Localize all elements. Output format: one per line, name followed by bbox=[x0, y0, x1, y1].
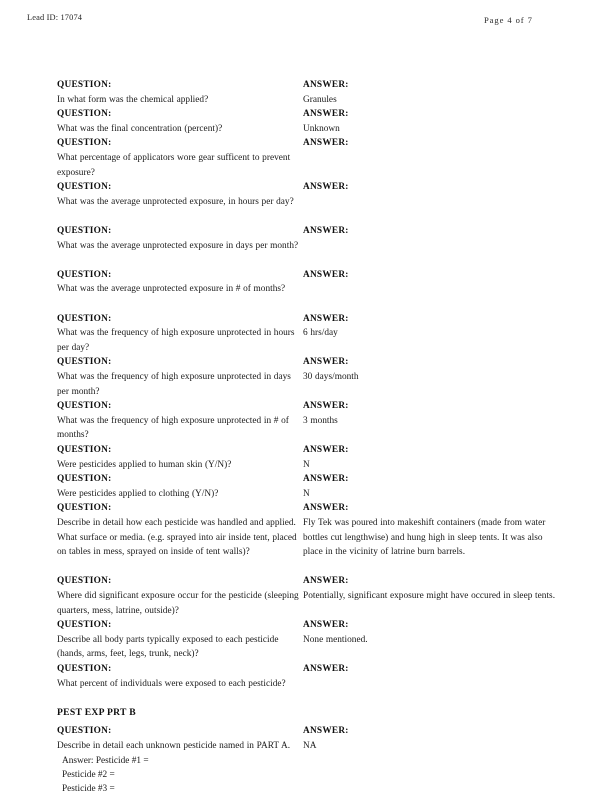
answer-label: ANSWER: bbox=[303, 269, 349, 280]
answer-column bbox=[303, 443, 557, 472]
lead-id-text: Lead ID: 17074 bbox=[27, 13, 83, 22]
pesticide-entry-line: Answer: Pesticide #1 = bbox=[62, 755, 149, 766]
answer-text: N bbox=[303, 488, 310, 499]
question-column bbox=[57, 472, 305, 501]
question-text: What was the average unprotected exposure, in hours per day? bbox=[57, 196, 294, 207]
question-label: QUESTION: bbox=[57, 620, 112, 631]
answer-label: ANSWER: bbox=[303, 503, 349, 514]
question-label: QUESTION: bbox=[57, 138, 112, 149]
question-label: QUESTION: bbox=[57, 664, 112, 674]
question-text: Where did significant exposure occur for the pesticide (sleeping quarters, mess, latrine, outside)? bbox=[57, 590, 299, 616]
question-text: In what form was the chemical applied? bbox=[57, 94, 209, 105]
answer-column bbox=[303, 136, 557, 151]
question-text: What was the frequency of high exposure unprotected in days per month? bbox=[57, 371, 291, 397]
question-text: Were pesticides applied to clothing (Y/N)? bbox=[57, 488, 219, 499]
answer-label: ANSWER: bbox=[303, 80, 349, 90]
question-column bbox=[57, 501, 305, 559]
question-column bbox=[57, 399, 305, 443]
answer-text: 6 hrs/day bbox=[303, 328, 338, 339]
question-label: QUESTION: bbox=[57, 109, 112, 120]
answer-column bbox=[303, 501, 557, 559]
answer-text: Potentially, significant exposure might have occured in sleep tents. bbox=[303, 590, 556, 601]
question-label: QUESTION: bbox=[57, 313, 112, 324]
question-label: QUESTION: bbox=[57, 726, 112, 737]
question-label: QUESTION: bbox=[57, 576, 112, 587]
question-text: Describe in detail how each pesticide was handled and applied. What surface or media. (e.g. sprayed into air inside tent, placed on tables in mess, sprayed on inside of tent walls)? bbox=[57, 517, 297, 558]
question-label: QUESTION: bbox=[57, 474, 112, 485]
question-text: What was the frequency of high exposure unprotected in # of months? bbox=[57, 415, 289, 441]
question-text: What was the average unprotected exposure in # of months? bbox=[57, 284, 286, 295]
question-label: QUESTION: bbox=[57, 357, 112, 368]
question-text: What was the final concentration (percent)? bbox=[57, 123, 223, 134]
answer-label: ANSWER: bbox=[303, 182, 349, 193]
section-heading-part-b: PEST EXP PRT B bbox=[57, 706, 136, 718]
question-text: What was the frequency of high exposure unprotected in hours per day? bbox=[57, 328, 295, 353]
question-label: QUESTION: bbox=[57, 503, 112, 514]
answer-column bbox=[303, 574, 557, 603]
question-label: QUESTION: bbox=[57, 269, 112, 280]
question-column bbox=[57, 268, 305, 297]
answer-text: None mentioned. bbox=[303, 634, 368, 645]
question-column bbox=[57, 224, 305, 253]
answer-column bbox=[303, 355, 557, 384]
answer-text: Unknown bbox=[303, 123, 340, 134]
question-label: QUESTION: bbox=[57, 401, 112, 412]
question-column bbox=[57, 180, 305, 209]
question-label: QUESTION: bbox=[57, 182, 112, 193]
question-column bbox=[57, 443, 305, 472]
question-label: QUESTION: bbox=[57, 445, 112, 455]
question-text: Were pesticides applied to human skin (Y/N)? bbox=[57, 459, 232, 470]
answer-text: NA bbox=[303, 740, 317, 751]
answer-column bbox=[303, 180, 557, 195]
question-text: Describe all body parts typically exposed to each pesticide (hands, arms, feet, legs, trunk, neck)? bbox=[57, 634, 279, 660]
answer-column bbox=[303, 472, 557, 501]
pesticide-entry-line: Pesticide #3 = bbox=[62, 783, 115, 792]
answer-label: ANSWER: bbox=[303, 664, 349, 674]
answer-column bbox=[303, 268, 557, 283]
question-column bbox=[57, 618, 305, 662]
answer-label: ANSWER: bbox=[303, 401, 349, 412]
answer-label: ANSWER: bbox=[303, 726, 349, 737]
answer-text: Granules bbox=[303, 94, 337, 105]
question-column bbox=[57, 662, 305, 691]
answer-column bbox=[303, 312, 557, 341]
answer-label: ANSWER: bbox=[303, 357, 349, 368]
answer-label: ANSWER: bbox=[303, 445, 349, 455]
question-column bbox=[57, 312, 305, 356]
question-column bbox=[57, 107, 305, 136]
answer-label: ANSWER: bbox=[303, 620, 349, 631]
answer-text: Fly Tek was poured into makeshift containers (made from water bottles cut lengthwise) and hung high in sleep tents. It was also place in the vicinity of latrine burn barrels. bbox=[303, 517, 546, 558]
answer-column bbox=[303, 662, 557, 677]
answer-column bbox=[303, 618, 557, 647]
question-text: What was the average unprotected exposure in days per month? bbox=[57, 240, 299, 251]
question-label: QUESTION: bbox=[57, 80, 112, 90]
question-text: What percentage of applicators wore gear sufficent to prevent exposure? bbox=[57, 152, 291, 178]
question-column bbox=[57, 78, 305, 107]
question-column bbox=[57, 724, 305, 792]
answer-label: ANSWER: bbox=[303, 109, 349, 120]
answer-column bbox=[303, 724, 557, 753]
answer-label: ANSWER: bbox=[303, 576, 349, 587]
question-column bbox=[57, 136, 305, 180]
answer-column bbox=[303, 224, 557, 239]
question-text: Describe in detail each unknown pesticide named in PART A. bbox=[57, 740, 291, 751]
question-column bbox=[57, 574, 305, 618]
answer-label: ANSWER: bbox=[303, 313, 349, 324]
answer-label: ANSWER: bbox=[303, 474, 349, 485]
answer-column bbox=[303, 399, 557, 428]
answer-text: 30 days/month bbox=[303, 371, 359, 382]
page-number-text: Page 4 of 7 bbox=[484, 15, 533, 25]
question-column bbox=[57, 355, 305, 399]
answer-text: N bbox=[303, 459, 310, 470]
pesticide-entry-line: Pesticide #2 = bbox=[62, 769, 115, 780]
question-text: What percent of individuals were exposed to each pesticide? bbox=[57, 678, 286, 689]
page-header bbox=[0, 13, 612, 33]
answer-column bbox=[303, 78, 557, 107]
answer-label: ANSWER: bbox=[303, 226, 349, 236]
answer-column bbox=[303, 107, 557, 136]
question-label: QUESTION: bbox=[57, 226, 112, 236]
answer-text: 3 months bbox=[303, 415, 338, 426]
answer-label: ANSWER: bbox=[303, 138, 349, 149]
